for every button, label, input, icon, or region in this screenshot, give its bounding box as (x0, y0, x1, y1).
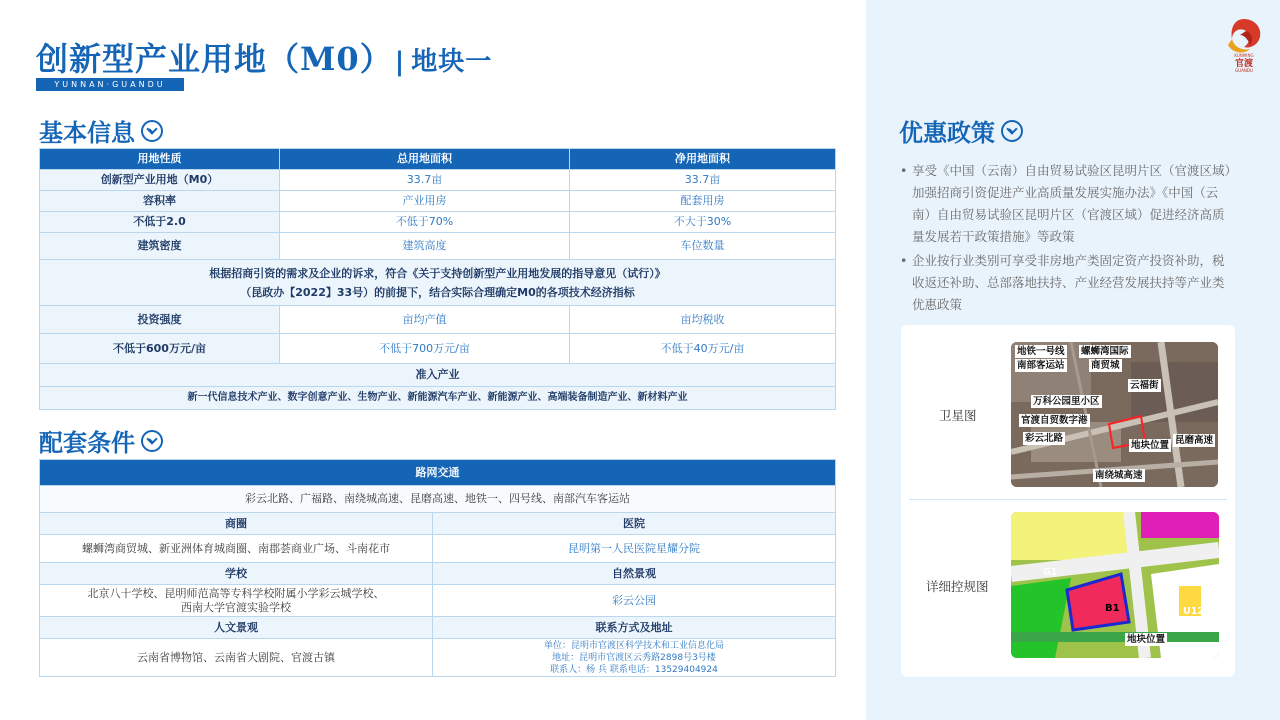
map-tag: 地块位置 (1127, 634, 1166, 645)
school-title: 学校 (40, 563, 433, 585)
section-basic-info (39, 113, 163, 148)
table-row (40, 639, 836, 677)
map-tag: 万科公园里小区 (1033, 396, 1100, 407)
map-tag: 地块位置 (1131, 440, 1170, 451)
title-subtitle: 地块一 (411, 47, 493, 77)
map-tag: 南部客运站 (1017, 360, 1065, 371)
table-row (40, 306, 836, 334)
industry-list: 新一代信息技术产业、数字创意产业、生物产业、新能源汽车产业、新能源产业、高端装备制造产业、新材料产业 (40, 387, 836, 410)
table-note (40, 260, 836, 306)
table-cell: 不低于2.0 (40, 212, 280, 233)
culture-value: 云南省博物馆、云南省大剧院、官渡古镇 (40, 639, 433, 677)
table-cell: 建筑高度 (280, 233, 570, 260)
table-cell: 亩均税收 (570, 306, 836, 334)
note-line-2: （昆政办【2022】33号）的前提下，结合实际合理确定M0的各项技术经济指标 (240, 285, 635, 299)
map-tag: 地铁一号线 (1017, 346, 1065, 357)
map-tag: 商贸城 (1091, 360, 1120, 371)
table-cell: 容积率 (40, 191, 280, 212)
table-cell: 不低于70% (280, 212, 570, 233)
page-title (36, 34, 492, 80)
card-divider (909, 499, 1227, 500)
table-cell: 33.7亩 (570, 170, 836, 191)
detailed-plan-image[interactable] (1011, 512, 1219, 658)
contact-line-1: 单位：昆明市官渡区科学技术和工业信息化局 (543, 640, 724, 651)
header-cell: 总用地面积 (280, 149, 570, 170)
section-basic-info-label: 基本信息 (39, 119, 135, 147)
table-cell: 配套用房 (570, 191, 836, 212)
chevron-down-circle-icon (1001, 120, 1023, 142)
contact-line-3: 联系人：杨 兵 联系电话：13529404924 (550, 664, 718, 675)
satellite-image[interactable] (1011, 342, 1218, 487)
school-value-line-1: 北京八十学校、昆明师范高等专科学校附属小学彩云城学校、 (87, 586, 385, 600)
nature-value: 彩云公园 (433, 585, 836, 617)
table-row (40, 334, 836, 364)
title-separator: | (394, 47, 406, 77)
table-cell: 不低于40万元/亩 (570, 334, 836, 364)
map-tag: 官渡自贸数字港 (1021, 415, 1088, 426)
map-tag: G2 (1203, 647, 1218, 658)
map-tag: U12 (1183, 606, 1204, 617)
plot-b1-tag: B1 (1105, 603, 1120, 614)
section-policy-label: 优惠政策 (899, 119, 995, 147)
hospital-title: 医院 (433, 513, 836, 535)
hospital-value: 昆明第一人民医院星耀分院 (433, 535, 836, 563)
contact-title: 联系方式及地址 (433, 617, 836, 639)
basic-info-table (39, 148, 836, 410)
table-note-row (40, 260, 836, 306)
table-cell: 创新型产业用地（M0） (40, 170, 280, 191)
table-row (40, 364, 836, 387)
table-cell: 建筑密度 (40, 233, 280, 260)
business-value: 螺蛳湾商贸城、新亚洲体育城商圈、南郡荟商业广场、斗南花市 (40, 535, 433, 563)
satellite-label: 卫星图 (939, 408, 977, 423)
map-tag: 昆磨高速 (1175, 435, 1214, 446)
nature-title: 自然景观 (433, 563, 836, 585)
contact-value (433, 639, 836, 677)
table-row (40, 585, 836, 617)
policy-item: • 享受《中国（云南）自由贸易试验区昆明片区（官渡区域）加强招商引资促进产业高质量发展实施办法》《中国（云南）自由贸易试验区昆明片区（官渡区域）促进经济高质量发展若干政策措施》等政策 (900, 160, 1236, 248)
section-policy (899, 113, 1023, 148)
table-cell: 不低于700万元/亩 (280, 334, 570, 364)
traffic-value: 彩云北路、广福路、南绕城高速、昆磨高速、地铁一、四号线、南部汽车客运站 (40, 486, 836, 513)
section-support (39, 423, 163, 458)
table-cell: 33.7亩 (280, 170, 570, 191)
table-row (40, 233, 836, 260)
table-row (40, 486, 836, 513)
table-row (40, 513, 836, 535)
policy-list (900, 160, 1236, 318)
header-cell: 净用地面积 (570, 149, 836, 170)
logo-line2: 官渡 (1234, 59, 1254, 69)
traffic-title: 路网交通 (40, 460, 836, 486)
table-row (40, 170, 836, 191)
logo-line1: KUNMING (1234, 53, 1254, 58)
contact-line-2: 地址：昆明市官渡区云秀路2898号3号楼 (552, 652, 716, 663)
table-row (40, 617, 836, 639)
table-cell: 亩均产值 (280, 306, 570, 334)
business-title: 商圈 (40, 513, 433, 535)
map-tag: G1 (1043, 567, 1058, 578)
table-row (40, 535, 836, 563)
section-support-label: 配套条件 (39, 429, 135, 457)
table-row (40, 191, 836, 212)
header-cell: 用地性质 (40, 149, 280, 170)
industry-title: 准入产业 (40, 364, 836, 387)
table-row (40, 387, 836, 410)
school-value-line-2: 西南大学官渡实验学校 (181, 600, 291, 614)
table-cell: 车位数量 (570, 233, 836, 260)
title-main: 创新型产业用地（M0） (36, 40, 393, 78)
english-tag: YUNNAN·GUANDU (36, 78, 184, 91)
policy-item: • 企业按行业类别可享受非房地产类固定资产投资补助，税收返还补助、总部落地扶持、产业经营发展扶持等产业类优惠政策 (900, 250, 1236, 316)
maps-card (901, 325, 1235, 677)
guandu-logo (1222, 15, 1266, 73)
logo-line3: GUANDU (1235, 68, 1253, 73)
chevron-down-circle-icon (141, 430, 163, 452)
table-row (40, 563, 836, 585)
school-value (40, 585, 433, 617)
table-cell: 投资强度 (40, 306, 280, 334)
support-table (39, 459, 836, 677)
note-line-1: 根据招商引资的需求及企业的诉求，符合《关于支持创新型产业用地发展的指导意见（试行）》 (209, 266, 666, 280)
map-tag: 彩云北路 (1025, 433, 1064, 444)
table-header-row (40, 149, 836, 170)
map-tag: 云福街 (1130, 380, 1159, 391)
map-tag: 螺蛳湾国际 (1081, 346, 1129, 357)
table-cell: 产业用房 (280, 191, 570, 212)
culture-title: 人文景观 (40, 617, 433, 639)
plan-label: 详细控规图 (926, 579, 989, 594)
chevron-down-circle-icon (141, 120, 163, 142)
table-cell: 不低于600万元/亩 (40, 334, 280, 364)
table-cell: 不大于30% (570, 212, 836, 233)
table-header-row (40, 460, 836, 486)
table-row (40, 212, 836, 233)
map-tag: 南绕城高速 (1095, 470, 1143, 481)
